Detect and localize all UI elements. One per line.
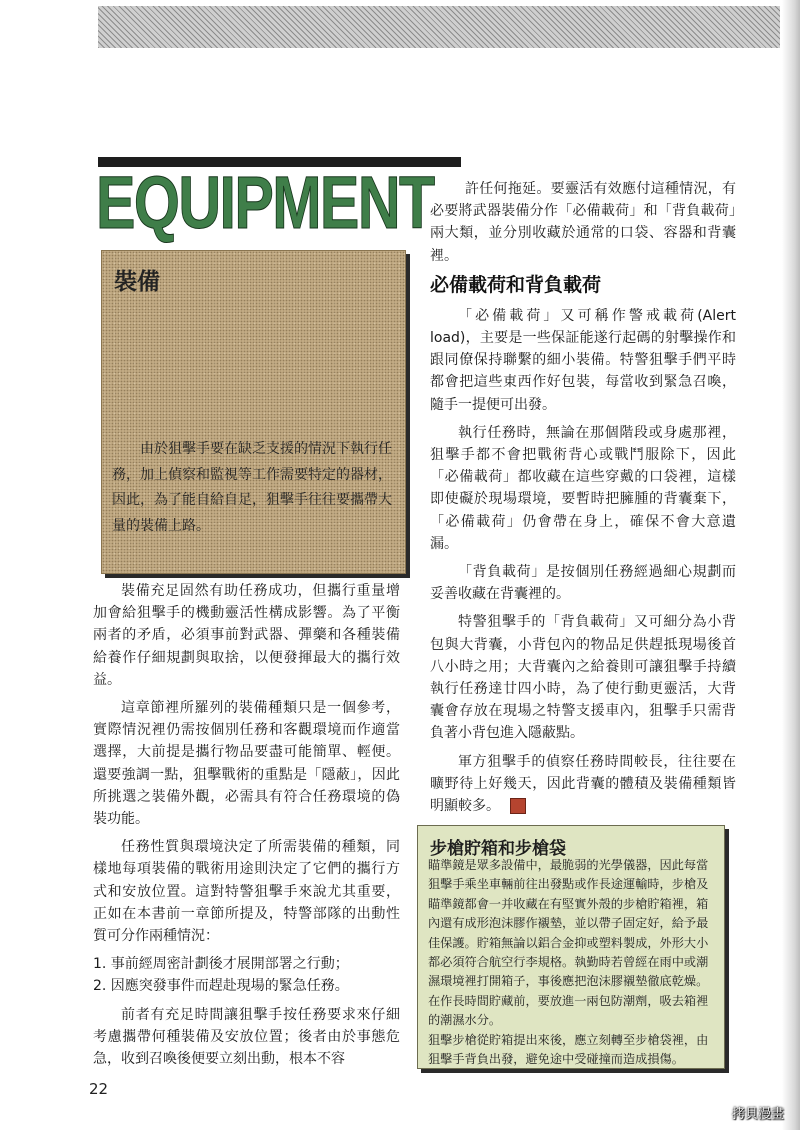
chapter-title: EQUIPMENT (96, 161, 434, 244)
rifle-case-sidebar (417, 825, 725, 1069)
body-paragraph: 任務性質與環境決定了所需裝備的種類，同樣地每項裝備的戰術用途則決定了它們的攜行方式和安放位置。這對特警狙擊手來說尤其重要，正如在本書前一章節所提及，特警部隊的出動性質可分作兩種情況： (93, 839, 400, 945)
rifle-case-heading: 步槍貯箱和步槍袋 (430, 839, 566, 859)
header-pattern-band (98, 6, 780, 48)
end-of-article-icon (510, 798, 526, 814)
intro-sidebar (101, 250, 406, 574)
page-number: 22 (89, 1080, 109, 1098)
watermark: 拷貝漫畫 (732, 1107, 785, 1122)
body-paragraph: 「必備載荷」又可稱作警戒載荷(Alert load)，主要是一些保証能遂行起碼的射擊操作和跟同僚保持聯繫的細小裝備。特警狙擊手們平時都會把這些東西作好包裝，每當收到緊急召喚，隨手一提便可出發。 (430, 307, 736, 413)
body-paragraph: 「背負載荷」是按個別任務經過細心規劃而妥善收藏在背囊裡的。 (430, 564, 736, 603)
right-column (430, 178, 736, 823)
body-paragraph: 特警狙擊手的「背負載荷」又可細分為小背包與大背囊，小背包內的物品足供趕抵現場後首八小時之用；大背囊內之給養則可讓狙擊手持續執行任務達廿四小時，為了使行動更靈活，大背囊會存放在現場之特警支援車內，狙擊手只需背負著小背包進入隱蔽點。 (430, 614, 736, 742)
lead-paragraph: 許任何拖延。要靈活有效應付這種情況，有必要將武器裝備分作「必備載荷」和「背負載荷」兩大類，並分別收藏於通常的口袋、容器和背囊裡。 (430, 181, 736, 264)
body-paragraph: 前者有充足時間讓狙擊手按任務要求來仔細考慮攜帶何種裝備及安放位置；後者由於事態危急，收到召喚後便要立刻出動，根本不容 (93, 1006, 400, 1068)
sidebar-heading: 裝備 (114, 269, 160, 295)
box-paragraph: 瞄準鏡是眾多設備中，最脆弱的光學儀器，因此每當狙擊手乘坐車輛前往出發點或作長途運輸時，步槍及瞄準鏡都會一并收藏在有堅實外殼的步槍貯箱裡，箱內還有成形泡沫膠作襯墊，並以帶子固定好，給予最佳保護。貯箱無論以鋁合金抑或塑料製成，外形大小都必須符合航空行李規格。執勤時若曾經在雨中或潮濕環境裡打開箱子，事後應把泡沫膠襯墊徹底乾燥。在作長時間貯藏前，要放進一兩包防潮劑，吸去箱裡的潮濕水分。 (428, 858, 709, 1028)
box-paragraph: 狙擊步槍從貯箱提出來後，應立刻轉至步槍袋裡，由狙擊手背負出發，避免途中受碰撞而造成損傷。 (428, 1032, 709, 1067)
list-item: 2. 因應突發事件而趕赴現場的緊急任務。 (93, 978, 349, 995)
sidebar-paragraph: 由於狙擊手要在缺乏支援的情況下執行任務，加上偵察和監視等工作需要特定的器材，因此，為了能自給自足，狙擊手往往要攜帶大量的裝備上路。 (112, 441, 392, 534)
left-column (93, 580, 400, 1076)
section-heading: 必備載荷和背負載荷 (430, 273, 602, 296)
body-paragraph-text: 軍方狙擊手的偵察任務時間較長，往往要在曠野待上好幾天，因此背囊的體積及裝備種類皆明顯較多。 (430, 753, 736, 815)
sidebar-body (112, 437, 397, 539)
page-edge-shadow (782, 0, 800, 1130)
list-item: 1. 事前經周密計劃後才展開部署之行動； (93, 956, 349, 973)
rifle-case-body (428, 856, 718, 1069)
body-paragraph: 這章節裡所羅列的裝備種類只是一個參考，實際情況裡仍需按個別任務和客觀環境而作適當選擇，大前提是攜行物品要盡可能簡單、輕便。還要強調一點，狙擊戰術的重點是「隱蔽」，因此所挑選之裝備外觀，必需具有符合任務環境的偽裝功能。 (93, 700, 400, 828)
body-paragraph: 裝備充足固然有助任務成功，但攜行重量增加會給狙擊手的機動靈活性構成影響。為了平衡兩者的矛盾，必須事前對武器、彈藥和各種裝備給養作仔細規劃與取捨，以便發揮最大的攜行效益。 (93, 583, 400, 688)
body-paragraph: 執行任務時，無論在那個階段或身處那裡，狙擊手都不會把戰術背心或戰鬥服除下，因此「必備載荷」都收藏在這些穿戴的口袋裡，這樣即使礙於現場環境，要暫時把臃腫的背囊棄下，「必備載荷」仍會帶在身上，確保不會大意遺漏。 (430, 424, 736, 552)
body-paragraph-last (430, 751, 736, 818)
